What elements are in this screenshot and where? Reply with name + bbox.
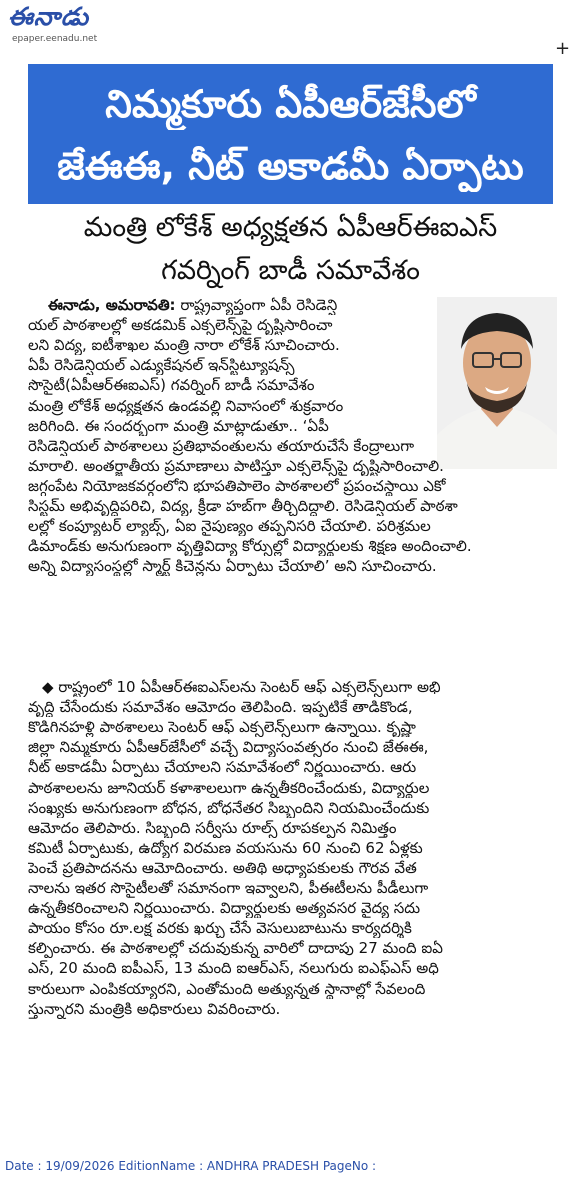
- article-line-text: రాష్ట్రవ్యాప్తంగా ఏపీ రెసిడెన్షి: [175, 296, 338, 314]
- masthead: [8, 2, 138, 46]
- article-line: సిస్టమ్‌ అభివృద్ధిపరిచి, విద్య, క్రీడా హబ్‌గా తీర్చిదిద్దాలి. రెసిడెన్షియల్‌ పాఠశా: [28, 497, 458, 515]
- article-line: డిమాండ్‌కు అనుగుణంగా వృత్తివిద్యా కోర్సుల్లో విద్యార్థులకు శిక్షణ అందించాలి.: [28, 537, 472, 556]
- headline-line-1: నిమ్మకూరు ఏపీఆర్‌జేసీలో: [105, 82, 476, 126]
- eenadu-logo: ఈనాడు: [8, 2, 89, 31]
- article-line: ఆమోదం తెలిపారు. సిబ్బంది సర్వీసు రూల్స్‌ రూపకల్పన నిమిత్తం: [28, 818, 397, 837]
- subheadline-line-1: మంత్రి లోకేశ్‌ అధ్యక్షతన ఏపీఆర్‌ఈఐఎస్‌: [83, 212, 498, 243]
- article-line: పెంచే ప్రతిపాదనను ఆమోదించారు. అతిథి అధ్యాపకులకు గౌరవ వేత: [28, 858, 417, 877]
- article-line: లని విద్య, ఐటీశాఖల మంత్రి నారా లోకేశ్‌ సూచించారు.: [28, 336, 340, 355]
- article-line: ఎస్‌, 20 మంది ఐపీఎస్‌, 13 మంది ఐఆర్‌ఎస్‌, నలుగురు ఐఎఫ్‌ఎస్‌ అధి: [28, 959, 439, 978]
- subheadline-line-2: గవర్నింగ్‌ బాడీ సమావేశం: [161, 255, 420, 286]
- article-line: అన్ని విద్యాసంస్థల్లో స్మార్ట్‌ కిచెన్లను ఏర్పాటు చేయాలి’ అని సూచించారు.: [28, 557, 437, 576]
- article-line: కారులుగా ఎంపికయ్యారని, ఎంతోమంది అత్యున్నత స్థానాల్లో సేవలంది: [28, 979, 426, 998]
- article-line: యల్‌ పాఠశాలల్లో అకడమిక్‌ ఎక్సలెన్స్‌పై దృష్టిసారించా: [28, 316, 333, 335]
- headline-banner: [28, 64, 553, 204]
- article-line: కమిటీ ఏర్పాటుకు, ఉద్యోగ విరమణ వయసును 60 నుంచి 62 ఏళ్లకు: [28, 838, 423, 857]
- article-line: సంఖ్యకు అనుగుణంగా బోధన, బోధనేతర సిబ్బందిని నియమించేందుకు: [28, 798, 430, 817]
- article-line: [48, 295, 430, 315]
- article-line: మంత్రి లోకేశ్‌ అధ్యక్షతన ఉండవల్లి నివాసంలో శుక్రవారం: [28, 396, 344, 415]
- headline-line-2: జేఈఈ, నీట్‌ అకాడమీ ఏర్పాటు: [57, 144, 524, 188]
- crop-mark-icon: +: [555, 38, 571, 59]
- article-line: జిల్లా నిమ్మకూరు ఏపీఆర్‌జేసీలో వచ్చే విద్యాసంవత్సరం నుంచి జేఈఈ,: [28, 738, 429, 757]
- article-line: సొసైటీ(ఏపీఆర్‌ఈఐఎస్‌) గవర్నింగ్‌ బాడీ సమావేశం: [28, 376, 315, 395]
- edition-footer: Date : 19/09/2026 EditionName : ANDHRA PRADESH PageNo :: [5, 1159, 377, 1173]
- article-line: పాయం కోసం రూ.లక్ష వరకు ఖర్చు చేసే వెసులుబాటును కార్యదర్శికి: [28, 919, 412, 938]
- masthead-url: epaper.eenadu.net: [12, 34, 98, 44]
- article-line: వృద్ధి చేసేందుకు సమావేశం ఆమోదం తెలిపింది. ఇప్పటికే తాడికొండ,: [28, 698, 413, 717]
- article-line: నాలను ఇతర సొసైటీలతో సమానంగా ఇవ్వాలని, పీఈటీలను పీడీలుగా: [28, 879, 429, 897]
- article-line: కల్పించారు. ఈ పాఠశాలల్లో చదువుకున్న వారిలో దాదాపు 27 మంది ఐఏ: [28, 939, 443, 958]
- article-line: ఏపీ రెసిడెన్షియల్‌ ఎడ్యుకేషనల్‌ ఇన్‌స్టిట్యూషన్స్‌: [28, 356, 295, 375]
- article-line: ◆ రాష్ట్రంలో 10 ఏపీఆర్‌ఈఐఎస్‌లను సెంటర్‌ ఆఫ్‌ ఎక్సలెన్స్‌లుగా అభి: [42, 678, 441, 696]
- article-line: జగ్గంపేట నియోజకవర్గంలోని భూపతిపాలెం పాఠశాలలో ప్రపంచస్థాయి ఎకో: [28, 476, 446, 495]
- article-byline: ఈనాడు, అమరావతి:: [48, 296, 176, 314]
- article-line: లల్లో కంప్యూటర్‌ ల్యాబ్స్‌, ఏఐ నైపుణ్యం తప్పనిసరి చేయాలి. పరిశ్రమల: [28, 517, 431, 536]
- article-line: నీట్‌ అకాడమీ ఏర్పాటు చేయాలని సమావేశంలో నిర్ణయించారు. ఆరు: [28, 758, 417, 777]
- article-line: ఉన్నతీకరించాలని నిర్ణయించారు. విద్యార్థులకు అత్యవసర వైద్య సదు: [28, 899, 421, 918]
- article-line: కొడిగినహళ్లి పాఠశాలలు సెంటర్‌ ఆఫ్‌ ఎక్సలెన్స్‌లుగా ఉన్నాయి. కృష్ణా: [28, 718, 416, 737]
- article-line: జరిగింది. ఈ సందర్భంగా మంత్రి మాట్లాడుతూ.. ‘ఏపీ: [28, 416, 329, 435]
- article-line: రెసిడెన్షియల్‌ పాఠశాలలు ప్రతిభావంతులను తయారుచేసే కేంద్రాలుగా: [28, 436, 415, 455]
- article-line: మారాలి. అంతర్జాతీయ ప్రమాణాలు పాటిస్తూ ఎక్సలెన్స్‌పై దృష్టిసారించాలి.: [28, 456, 444, 475]
- article-line: పాఠశాలలను జూనియర్‌ కళాశాలలుగా ఉన్నతీకరించేందుకు, విద్యార్థుల: [28, 778, 430, 797]
- article-line: స్తున్నారని మంత్రికి అధికారులు వివరించారు.: [28, 999, 281, 1018]
